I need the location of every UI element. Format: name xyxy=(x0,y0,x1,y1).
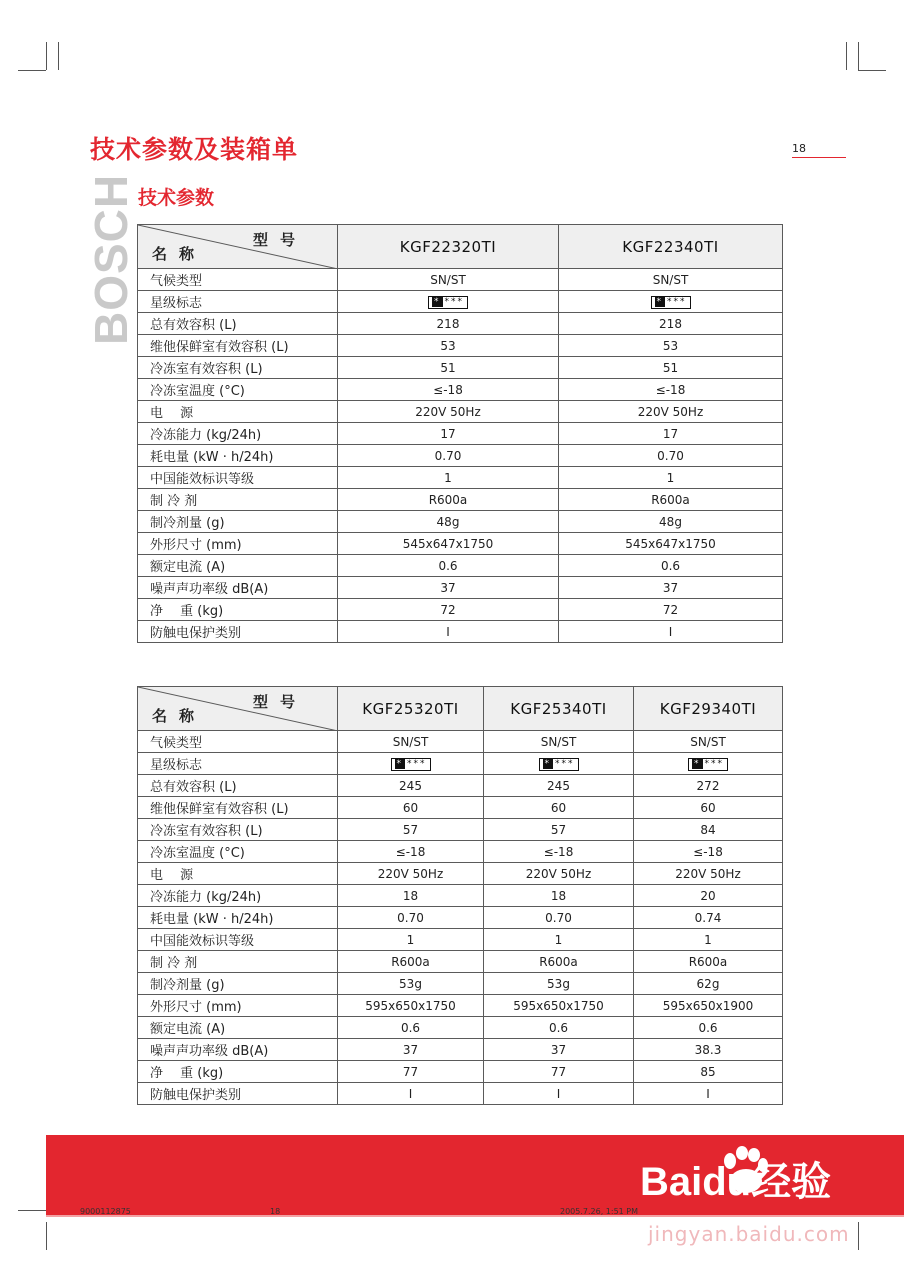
table-cell: 62g xyxy=(634,973,783,995)
table-cell: 37 xyxy=(484,1039,634,1061)
crop-mark xyxy=(46,1222,47,1250)
table-cell: 37 xyxy=(338,577,559,599)
row-label: 中国能效标识等级 xyxy=(138,929,338,951)
table-cell: 218 xyxy=(338,313,559,335)
table-cell: R600a xyxy=(634,951,783,973)
table-cell: I xyxy=(338,1083,484,1105)
table-row xyxy=(138,599,783,621)
corner-name-label: 名称 xyxy=(152,245,207,263)
table-row xyxy=(138,775,783,797)
table-cell: 53 xyxy=(338,335,559,357)
table-cell: 51 xyxy=(559,357,783,379)
table-cell: I xyxy=(634,1083,783,1105)
table-cell: 0.6 xyxy=(338,1017,484,1039)
table-cell: 18 xyxy=(338,885,484,907)
table-cell: I xyxy=(559,621,783,643)
table-cell: SN/ST xyxy=(338,269,559,291)
row-label: 星级标志 xyxy=(138,291,338,313)
star-rating-icon xyxy=(688,758,728,771)
page-number: 18 xyxy=(792,142,846,158)
table-cell: 72 xyxy=(559,599,783,621)
table-cell: 17 xyxy=(338,423,559,445)
table-row xyxy=(138,753,783,775)
table-cell: 53 xyxy=(559,335,783,357)
star-rating-icon xyxy=(391,758,431,771)
row-label: 防触电保护类别 xyxy=(138,621,338,643)
table-row xyxy=(138,577,783,599)
crop-mark xyxy=(46,42,47,70)
table-cell: 84 xyxy=(634,819,783,841)
crop-mark xyxy=(858,1222,859,1250)
table-row xyxy=(138,907,783,929)
table-cell: 220V 50Hz xyxy=(338,401,559,423)
table-row xyxy=(138,313,783,335)
table-cell: 1 xyxy=(338,467,559,489)
star-rating-icon xyxy=(651,296,691,309)
table-cell: 595x650x1900 xyxy=(634,995,783,1017)
header-corner xyxy=(138,687,338,731)
table-cell: 53g xyxy=(338,973,484,995)
table-cell: 0.6 xyxy=(559,555,783,577)
table-cell: 220V 50Hz xyxy=(559,401,783,423)
table-cell: 0.6 xyxy=(634,1017,783,1039)
table-cell: 220V 50Hz xyxy=(484,863,634,885)
row-label: 防触电保护类别 xyxy=(138,1083,338,1105)
star-rest: *** xyxy=(667,296,687,307)
watermark-url: jingyan.baidu.com xyxy=(648,1222,850,1246)
table-cell: 37 xyxy=(338,1039,484,1061)
row-label: 净 重 (kg) xyxy=(138,1061,338,1083)
row-label: 总有效容积 (L) xyxy=(138,313,338,335)
table-row xyxy=(138,929,783,951)
row-label: 耗电量 (kW · h/24h) xyxy=(138,907,338,929)
table-row xyxy=(138,401,783,423)
table-row xyxy=(138,995,783,1017)
row-label: 额定电流 (A) xyxy=(138,1017,338,1039)
row-label: 中国能效标识等级 xyxy=(138,467,338,489)
table-row xyxy=(138,379,783,401)
table-cell: 0.6 xyxy=(338,555,559,577)
table-row xyxy=(138,1017,783,1039)
crop-mark xyxy=(18,70,46,71)
table-row xyxy=(138,467,783,489)
table-row xyxy=(138,885,783,907)
table-cell: ≤-18 xyxy=(634,841,783,863)
table-row xyxy=(138,973,783,995)
star-rating-icon xyxy=(428,296,468,309)
table-cell: SN/ST xyxy=(559,269,783,291)
table-row xyxy=(138,731,783,753)
table-row xyxy=(138,1039,783,1061)
table-cell: SN/ST xyxy=(634,731,783,753)
row-label: 噪声声功率级 dB(A) xyxy=(138,1039,338,1061)
table-cell: 218 xyxy=(559,313,783,335)
corner-model-label: 型号 xyxy=(252,231,307,249)
star-first: * xyxy=(396,758,403,769)
row-label: 冷冻室有效容积 (L) xyxy=(138,357,338,379)
table-cell: ≤-18 xyxy=(484,841,634,863)
model-header: KGF25320TI xyxy=(338,687,484,731)
table-row xyxy=(138,621,783,643)
row-label: 制 冷 剂 xyxy=(138,951,338,973)
model-header: KGF29340TI xyxy=(634,687,783,731)
table-cell: 220V 50Hz xyxy=(338,863,484,885)
watermark-text: Baidu经验 xyxy=(640,1160,832,1204)
table-cell: 57 xyxy=(484,819,634,841)
star-first: * xyxy=(434,296,441,307)
model-header: KGF22340TI xyxy=(559,225,783,269)
star-rest: *** xyxy=(704,758,724,769)
footer-page: 18 xyxy=(270,1207,281,1216)
table-row xyxy=(138,819,783,841)
table-cell xyxy=(338,291,559,313)
table-cell: 38.3 xyxy=(634,1039,783,1061)
table-row xyxy=(138,335,783,357)
table-cell: 272 xyxy=(634,775,783,797)
table-cell: 0.70 xyxy=(559,445,783,467)
star-first: * xyxy=(544,758,551,769)
crop-mark xyxy=(58,42,59,70)
table-row xyxy=(138,863,783,885)
table-cell: SN/ST xyxy=(484,731,634,753)
star-rating-icon xyxy=(539,758,579,771)
row-label: 冷冻能力 (kg/24h) xyxy=(138,885,338,907)
table-cell: R600a xyxy=(559,489,783,511)
table-cell: 17 xyxy=(559,423,783,445)
footer-code: 9000112875 xyxy=(80,1207,131,1216)
table-cell: 1 xyxy=(634,929,783,951)
table-row xyxy=(138,423,783,445)
row-label: 噪声声功率级 dB(A) xyxy=(138,577,338,599)
table-cell: I xyxy=(338,621,559,643)
row-label: 制冷剂量 (g) xyxy=(138,973,338,995)
row-label: 维他保鲜室有效容积 (L) xyxy=(138,335,338,357)
table-cell: 545x647x1750 xyxy=(338,533,559,555)
table-row xyxy=(138,841,783,863)
table-cell: 0.74 xyxy=(634,907,783,929)
table-cell: ≤-18 xyxy=(338,379,559,401)
table-cell: 60 xyxy=(338,797,484,819)
table-cell: 1 xyxy=(338,929,484,951)
table-cell: 48g xyxy=(559,511,783,533)
table-cell: 1 xyxy=(484,929,634,951)
footer-timestamp: 2005.7.26, 1:51 PM xyxy=(560,1207,639,1216)
star-rest: *** xyxy=(407,758,427,769)
row-label: 冷冻能力 (kg/24h) xyxy=(138,423,338,445)
table-row xyxy=(138,555,783,577)
table-cell xyxy=(559,291,783,313)
section-title: 技术参数 xyxy=(138,187,215,209)
table-cell: R600a xyxy=(484,951,634,973)
row-label: 星级标志 xyxy=(138,753,338,775)
spec-table-2 xyxy=(137,686,783,1105)
crop-mark xyxy=(846,42,847,70)
row-label: 总有效容积 (L) xyxy=(138,775,338,797)
table-row xyxy=(138,1083,783,1105)
table-cell: R600a xyxy=(338,489,559,511)
table-row xyxy=(138,269,783,291)
crop-mark xyxy=(18,1210,46,1211)
row-label: 制 冷 剂 xyxy=(138,489,338,511)
row-label: 耗电量 (kW · h/24h) xyxy=(138,445,338,467)
corner-model-label: 型号 xyxy=(252,693,307,711)
star-first: * xyxy=(694,758,701,769)
row-label: 额定电流 (A) xyxy=(138,555,338,577)
table-cell: 20 xyxy=(634,885,783,907)
corner-name-label: 名称 xyxy=(152,707,207,725)
row-label: 维他保鲜室有效容积 (L) xyxy=(138,797,338,819)
table-cell: 0.6 xyxy=(484,1017,634,1039)
page-title: 技术参数及装箱单 xyxy=(90,135,299,164)
row-label: 外形尺寸 (mm) xyxy=(138,533,338,555)
crop-mark xyxy=(858,70,886,71)
table-cell xyxy=(634,753,783,775)
table-row xyxy=(138,797,783,819)
table-cell: 60 xyxy=(634,797,783,819)
table-cell xyxy=(338,753,484,775)
table-cell: SN/ST xyxy=(338,731,484,753)
table-cell: 0.70 xyxy=(338,907,484,929)
table-cell: 245 xyxy=(484,775,634,797)
row-label: 净 重 (kg) xyxy=(138,599,338,621)
table-cell: 51 xyxy=(338,357,559,379)
table-cell: 18 xyxy=(484,885,634,907)
table-cell: ≤-18 xyxy=(559,379,783,401)
table-cell xyxy=(484,753,634,775)
table-cell: 0.70 xyxy=(484,907,634,929)
model-header: KGF22320TI xyxy=(338,225,559,269)
row-label: 冷冻室温度 (°C) xyxy=(138,379,338,401)
table-cell: I xyxy=(484,1083,634,1105)
star-rest: *** xyxy=(555,758,575,769)
star-first: * xyxy=(656,296,663,307)
model-header: KGF25340TI xyxy=(484,687,634,731)
table-row xyxy=(138,1061,783,1083)
table-cell: 48g xyxy=(338,511,559,533)
table-cell: 53g xyxy=(484,973,634,995)
table-cell: 77 xyxy=(484,1061,634,1083)
table-row xyxy=(138,357,783,379)
row-label: 外形尺寸 (mm) xyxy=(138,995,338,1017)
table-row xyxy=(138,511,783,533)
watermark xyxy=(640,1150,831,1207)
row-label: 电 源 xyxy=(138,863,338,885)
table-cell: 545x647x1750 xyxy=(559,533,783,555)
table-cell: ≤-18 xyxy=(338,841,484,863)
table-cell: R600a xyxy=(338,951,484,973)
table-cell: 595x650x1750 xyxy=(338,995,484,1017)
table-cell: 57 xyxy=(338,819,484,841)
table-cell: 37 xyxy=(559,577,783,599)
row-label: 冷冻室有效容积 (L) xyxy=(138,819,338,841)
header-corner xyxy=(138,225,338,269)
table-cell: 0.70 xyxy=(338,445,559,467)
star-rest: *** xyxy=(444,296,464,307)
table-cell: 77 xyxy=(338,1061,484,1083)
row-label: 电 源 xyxy=(138,401,338,423)
spec-table-1 xyxy=(137,224,783,643)
table-row xyxy=(138,445,783,467)
table-cell: 60 xyxy=(484,797,634,819)
table-cell: 220V 50Hz xyxy=(634,863,783,885)
row-label: 气候类型 xyxy=(138,269,338,291)
brand-logo: BOSCH xyxy=(85,173,137,345)
table-cell: 85 xyxy=(634,1061,783,1083)
table-row xyxy=(138,291,783,313)
table-cell: 1 xyxy=(559,467,783,489)
row-label: 气候类型 xyxy=(138,731,338,753)
footer-strip xyxy=(46,1215,904,1217)
row-label: 制冷剂量 (g) xyxy=(138,511,338,533)
row-label: 冷冻室温度 (°C) xyxy=(138,841,338,863)
table-cell: 595x650x1750 xyxy=(484,995,634,1017)
table-row xyxy=(138,489,783,511)
table-cell: 72 xyxy=(338,599,559,621)
table-row xyxy=(138,533,783,555)
table-cell: 245 xyxy=(338,775,484,797)
crop-mark xyxy=(858,42,859,70)
table-row xyxy=(138,951,783,973)
